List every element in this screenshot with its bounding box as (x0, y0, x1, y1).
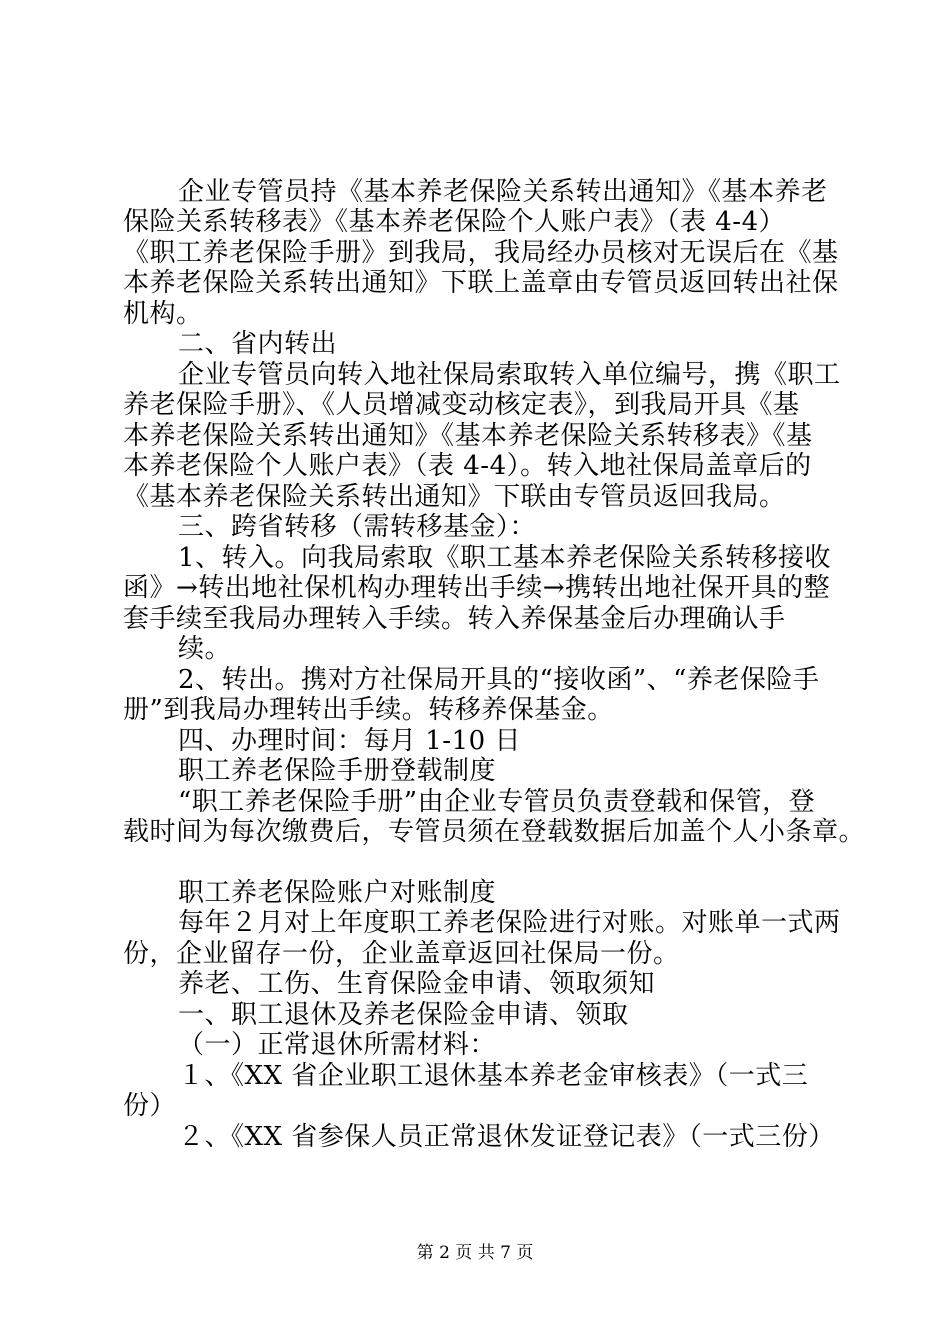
heading-handbook-registration: 职工养老保险手册登载制度 (178, 756, 497, 786)
paragraph-line-5: 机构。 (123, 299, 203, 329)
paragraph-line-11: 《基本养老保险关系转出通知》下联由专管员返回我局。 (123, 482, 786, 512)
paragraph-line-4: 本养老保险关系转出通知》下联上盖章由专管员返回转出社保 (123, 268, 839, 298)
page-footer: 第 2 页 共 7 页 (416, 1243, 534, 1263)
paragraph-line-1: 企业专管员持《基本养老保险关系转出通知》《基本养老 (178, 177, 828, 207)
paragraph-line-21: “职工养老保险手册”由企业专管员负责登载和保管，登 (178, 787, 816, 817)
list-item-1: １、《XX 省企业职工退休基本养老金审核表》（一式三 (178, 1061, 809, 1091)
heading-insurance-notice: 养老、工伤、生育保险金申请、领取须知 (178, 969, 656, 999)
paragraph-line-13: 1、转入。向我局索取《职工基本养老保险关系转移接收 (178, 543, 832, 573)
section-heading-retirement: 一、职工退休及养老保险金申请、领取 (178, 1000, 629, 1030)
paragraph-line-25: 份，企业留存一份，企业盖章返回社保局一份。 (123, 939, 680, 969)
paragraph-line-24: 每年２月对上年度职工养老保险进行对账。对账单一式两 (178, 908, 841, 938)
paragraph-line-10: 本养老保险个人账户表》（表 4-4）。转入地社保局盖章后的 (123, 451, 812, 481)
list-item-2: ２、《XX 省参保人员正常退休发证登记表》（一式三份） (178, 1122, 835, 1152)
section-heading-office-hours: 四、办理时间：每月 1-10 日 (178, 726, 521, 756)
paragraph-line-7: 企业专管员向转入地社保局索取转入单位编号，携《职工 (178, 360, 841, 390)
paragraph-line-22: 载时间为每次缴费后，专管员须在登载数据后加盖个人小条章。 (123, 817, 866, 847)
paragraph-line-3: 《职工养老保险手册》到我局，我局经办员核对无误后在《基 (123, 238, 839, 268)
paragraph-line-15: 套手续至我局办理转入手续。转入养保基金后办理确认手 (123, 604, 786, 634)
paragraph-line-2: 保险关系转移表》《基本养老保险个人账户表》（表 4-4） (123, 207, 786, 237)
list-item-1-continued: 份） (123, 1091, 177, 1121)
paragraph-line-16: 续。 (178, 634, 232, 664)
paragraph-line-8: 养老保险手册》、《人员增减变动核定表》，到我局开具《基 (123, 390, 800, 420)
section-heading-intra-province: 二、省内转出 (178, 329, 338, 359)
heading-account-reconciliation: 职工养老保险账户对账制度 (178, 878, 497, 908)
paragraph-line-17: 2、转出。携对方社保局开具的“接收函”、“养老保险手 (178, 665, 820, 695)
paragraph-line-14: 函》→转出地社保机构办理转出手续→携转出地社保开具的整 (123, 573, 831, 603)
subsection-heading-materials: （一）正常退休所需材料： (178, 1030, 497, 1060)
section-heading-cross-province: 三、跨省转移（需转移基金）： (178, 512, 537, 542)
paragraph-line-9: 本养老保险关系转出通知》《基本养老保险关系转移表》《基 (123, 421, 813, 451)
paragraph-line-18: 册”到我局办理转出手续。转移养保基金。 (123, 695, 614, 725)
